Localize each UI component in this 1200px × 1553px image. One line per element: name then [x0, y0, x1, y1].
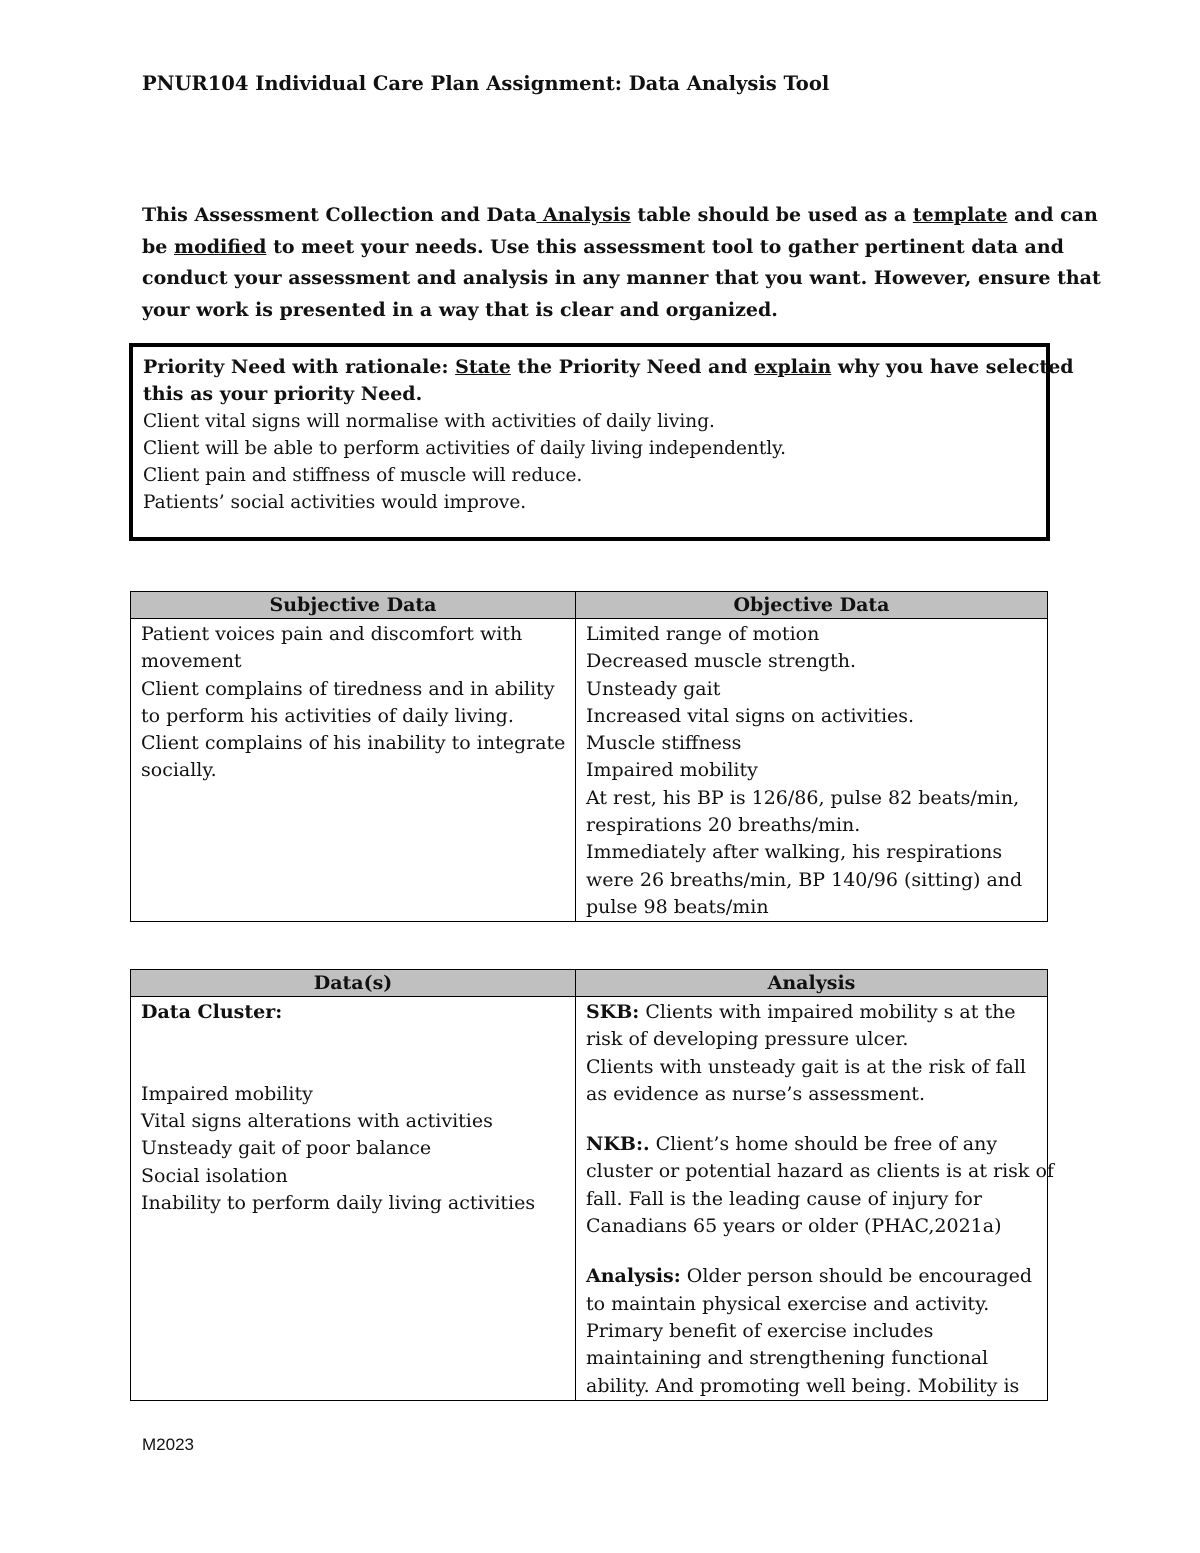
- intro-line-4: your work is presented in a way that is clear and organized.: [142, 298, 778, 321]
- priority-line: Client pain and stiffness of muscle will reduce.: [143, 465, 583, 486]
- objective-data-cell: [576, 619, 1048, 922]
- analysis-text: Older person should be encouraged: [680, 1265, 1033, 1288]
- analysis-line: [586, 1263, 1039, 1290]
- intro-underlined-analysis: Analysis: [536, 204, 631, 226]
- intro-line-3: conduct your assessment and analysis in any manner that you want. However, ensure that: [142, 267, 1101, 289]
- objective-line: Muscle stiffness: [586, 732, 742, 755]
- objective-line: Limited range of motion: [586, 623, 820, 645]
- page-title: PNUR104 Individual Care Plan Assignment: Data Analysis Tool: [142, 72, 830, 95]
- subjective-objective-table: [130, 591, 1048, 922]
- analysis-line: ability. And promoting well being. Mobility is: [586, 1374, 1020, 1397]
- priority-heading-text: why you have selected: [831, 356, 1074, 378]
- data-cluster-label: Data Cluster:: [141, 1001, 283, 1023]
- subjective-line: Client complains of his inability to integrate: [141, 732, 566, 755]
- subjective-line: movement: [141, 650, 242, 673]
- priority-need-box: [129, 343, 1074, 541]
- table-row: [131, 619, 1048, 922]
- priority-heading-text: the Priority Need and: [510, 356, 755, 378]
- data-cluster-cell: [131, 997, 576, 1401]
- skb-text: Clients with impaired mobility s at the: [639, 1001, 1016, 1023]
- objective-line: Decreased muscle strength.: [586, 650, 856, 673]
- subjective-line: Patient voices pain and discomfort with: [141, 623, 523, 645]
- objective-line: At rest, his BP is 126/86, pulse 82 beats/min,: [586, 786, 1020, 809]
- intro-paragraph: [142, 200, 1101, 326]
- nkb-line: fall. Fall is the leading cause of injury for: [586, 1187, 982, 1210]
- page-footer: M2023: [142, 1435, 194, 1454]
- intro-line-2: [142, 232, 1064, 264]
- intro-text: be: [142, 235, 174, 258]
- subjective-data-cell: [131, 619, 576, 922]
- intro-text: to meet your needs. Use this assessment tool to gather pertinent data and: [266, 235, 1064, 258]
- priority-heading-text: Priority Need with rationale:: [143, 356, 456, 378]
- cluster-item: Impaired mobility: [141, 1082, 313, 1105]
- priority-line: Client will be able to perform activities of daily living independently.: [143, 438, 787, 459]
- skb-line: [586, 999, 1039, 1026]
- cluster-item: Social isolation: [141, 1164, 288, 1187]
- objective-line: Unsteady gait: [586, 677, 721, 700]
- skb-label: SKB:: [586, 1001, 640, 1023]
- objective-line: Impaired mobility: [586, 759, 758, 782]
- analysis-line: Primary benefit of exercise includes: [586, 1319, 934, 1342]
- intro-text: This Assessment Collection and Data: [142, 204, 537, 226]
- objective-line: were 26 breaths/min, BP 140/96 (sitting) and: [586, 868, 1023, 891]
- priority-underlined-state: State: [455, 356, 511, 378]
- objective-line: respirations 20 breaths/min.: [586, 814, 861, 837]
- priority-heading-line-2: this as your priority Need.: [143, 383, 423, 405]
- table-row: [131, 997, 1048, 1401]
- data-header: Data(s): [131, 970, 576, 997]
- analysis-header: Analysis: [576, 970, 1048, 997]
- analysis-line: maintaining and strengthening functional: [586, 1347, 989, 1370]
- subjective-line: to perform his activities of daily living.: [141, 704, 514, 727]
- intro-line-1: [142, 200, 1098, 232]
- objective-data-header: Objective Data: [576, 592, 1048, 619]
- priority-line: Client vital signs will normalise with activities of daily living.: [143, 411, 715, 432]
- priority-line: Patients’ social activities would improve.: [143, 492, 527, 513]
- subjective-line: socially.: [141, 759, 217, 782]
- nkb-text: Client’s home should be free of any: [649, 1133, 998, 1156]
- objective-line: pulse 98 beats/min: [586, 895, 769, 918]
- objective-line: Immediately after walking, his respirations: [586, 841, 1003, 864]
- skb-line: risk of developing pressure ulcer.: [586, 1028, 909, 1051]
- intro-text: table should be used as a: [630, 204, 913, 226]
- cluster-item: Unsteady gait of poor balance: [141, 1137, 432, 1160]
- analysis-label: Analysis:: [586, 1265, 681, 1288]
- cluster-item: Vital signs alterations with activities: [141, 1110, 493, 1133]
- nkb-line: [586, 1131, 1039, 1158]
- subjective-data-header: Subjective Data: [131, 592, 576, 619]
- intro-underlined-template: template: [912, 204, 1008, 226]
- cluster-item: Inability to perform daily living activities: [141, 1192, 536, 1215]
- nkb-line: cluster or potential hazard as clients is at risk of: [586, 1160, 1054, 1183]
- skb-line: Clients with unsteady gait is at the risk of fall: [586, 1055, 1026, 1078]
- analysis-cell: [576, 997, 1054, 1401]
- nkb-label: NKB:.: [586, 1133, 650, 1156]
- nkb-line: Canadians 65 years or older (PHAC,2021a): [586, 1215, 1002, 1238]
- intro-underlined-modified: modified: [174, 235, 267, 258]
- skb-line: as evidence as nurse’s assessment.: [586, 1082, 925, 1105]
- analysis-line: to maintain physical exercise and activity.: [586, 1292, 990, 1315]
- data-analysis-table: [130, 969, 1054, 1401]
- objective-line: Increased vital signs on activities.: [586, 704, 915, 727]
- subjective-line: Client complains of tiredness and in ability: [141, 677, 555, 700]
- priority-heading: [143, 354, 1074, 408]
- intro-text: and can: [1007, 204, 1098, 226]
- priority-underlined-explain: explain: [754, 356, 832, 378]
- priority-heading-line-1: [143, 354, 1074, 381]
